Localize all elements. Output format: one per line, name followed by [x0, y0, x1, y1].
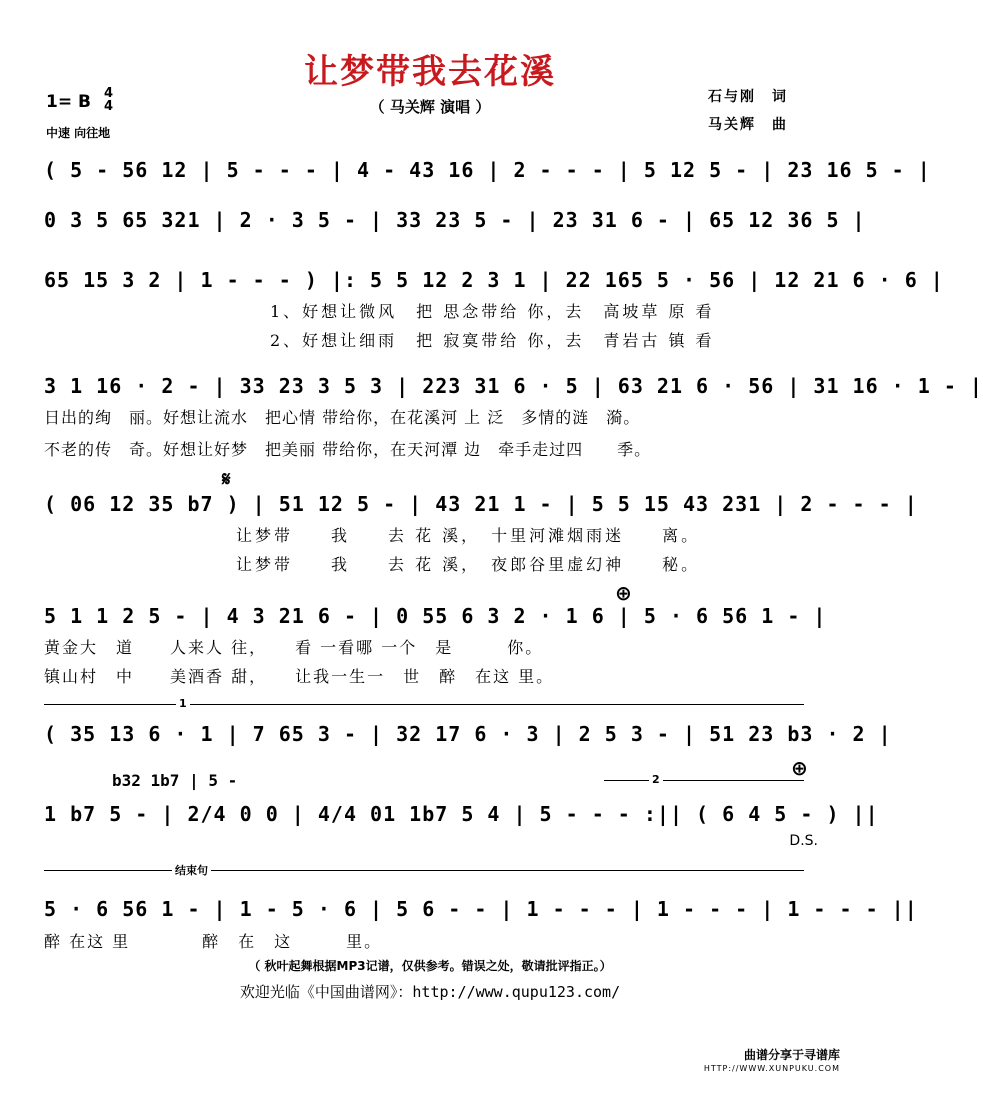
music-row: 5 1 1 2 5 - | 4 3 21 6 - | 0 55 6 3 2 · 1 6 | 5 · 6 56 1 - |	[44, 604, 827, 628]
footnote: （ 秋叶起舞根据MP3记谱，仅供参考。错误之处，敬请批评指正。）	[248, 959, 612, 973]
meter-bottom: 4	[104, 99, 114, 114]
volta-1-line	[44, 704, 804, 705]
segno-sign: 𝄋	[222, 467, 231, 491]
ending-line	[44, 870, 804, 871]
lyric-line: 黄金大 道 人来人 往， 看 一看哪 一个 是 你。	[44, 638, 544, 657]
meter-top: 4	[104, 86, 114, 101]
ending-label: 结束句	[172, 862, 211, 878]
key-signature: 1= B	[46, 92, 91, 112]
lyric-line: 让梦带 我 去 花 溪， 十里河滩烟雨迷 离。	[236, 526, 701, 545]
music-row: 65 15 3 2 | 1 - - - ) |: 5 5 12 2 3 1 | 22 165 5 · 56 | 12 21 6 · 6 |	[44, 268, 944, 292]
website-line: 欢迎光临《中国曲谱网》：http://www.qupu123.com/	[239, 983, 621, 1001]
lyric-line: 1、好想让微风 把 思念带给 你，去 高坡草 原 看	[270, 302, 715, 321]
coda-sign-end: ⊕	[791, 756, 808, 780]
lyric-line: 日出的绚 丽。好想让流水 把心情 带给你，在花溪河 上 泛 多情的涟 漪。	[44, 408, 641, 427]
lyric-line: 让梦带 我 去 花 溪， 夜郎谷里虚幻神 秘。	[236, 555, 701, 574]
lyric-line: 醉 在这 里 醉 在 这 里。	[44, 932, 383, 951]
watermark-title: 曲谱分享于寻谱库	[743, 1048, 840, 1062]
volta-1-label: 1	[176, 697, 190, 710]
singer-line: （ 马关辉 演唱 ）	[369, 98, 491, 116]
song-title: 让梦带我去花溪	[304, 52, 556, 92]
watermark	[704, 1048, 840, 1076]
lyric-line: 2、好想让细雨 把 寂寞带给 你，去 青岩古 镇 看	[270, 331, 715, 350]
dal-segno: D.S.	[789, 833, 818, 849]
tempo-marking: 中速 向往地	[46, 126, 111, 140]
volta-2-line	[604, 780, 804, 781]
music-row: ( 35 13 6 · 1 | 7 65 3 - | 32 17 6 · 3 | 2 5 3 - | 51 23 b3 · 2 |	[44, 722, 892, 746]
composer-credit: 马关辉 曲	[708, 117, 788, 133]
watermark-url: HTTP://WWW.XUNPUKU.COM	[703, 1064, 840, 1073]
music-row: ( 06 12 35 b7 ) | 51 12 5 - | 43 21 1 - | 5 5 15 43 231 | 2 - - - |	[44, 492, 918, 516]
time-signature	[104, 87, 113, 113]
music-row: 5 · 6 56 1 - | 1 - 5 · 6 | 5 6 - - | 1 - - - | 1 - - - | 1 - - - ||	[44, 897, 918, 921]
small-notes: b32 1b7 | 5 -	[112, 771, 238, 790]
coda-sign: ⊕	[615, 581, 632, 605]
music-row: 0 3 5 65 321 | 2 · 3 5 - | 33 23 5 - | 23 31 6 - | 65 12 36 5 |	[44, 208, 866, 232]
music-row: 3 1 16 · 2 - | 33 23 3 5 3 | 223 31 6 · 5 | 63 21 6 · 56 | 31 16 · 1 - |	[44, 374, 983, 398]
lyric-line: 镇山村 中 美酒香 甜， 让我一生一 世 醉 在这 里。	[44, 667, 555, 686]
music-row: 1 b7 5 - | 2/4 0 0 | 4/4 01 1b7 5 4 | 5 - - - :|| ( 6 4 5 - ) ||	[44, 802, 879, 826]
music-row: ( 5 - 56 12 | 5 - - - | 4 - 43 16 | 2 - - - | 5 12 5 - | 23 16 5 - |	[44, 158, 931, 182]
lyricist-credit: 石与刚 词	[708, 89, 788, 105]
lyric-line: 不老的传 奇。好想让好梦 把美丽 带给你，在天河潭 边 牵手走过四 季。	[44, 440, 652, 459]
volta-2-label: 2	[649, 773, 663, 786]
